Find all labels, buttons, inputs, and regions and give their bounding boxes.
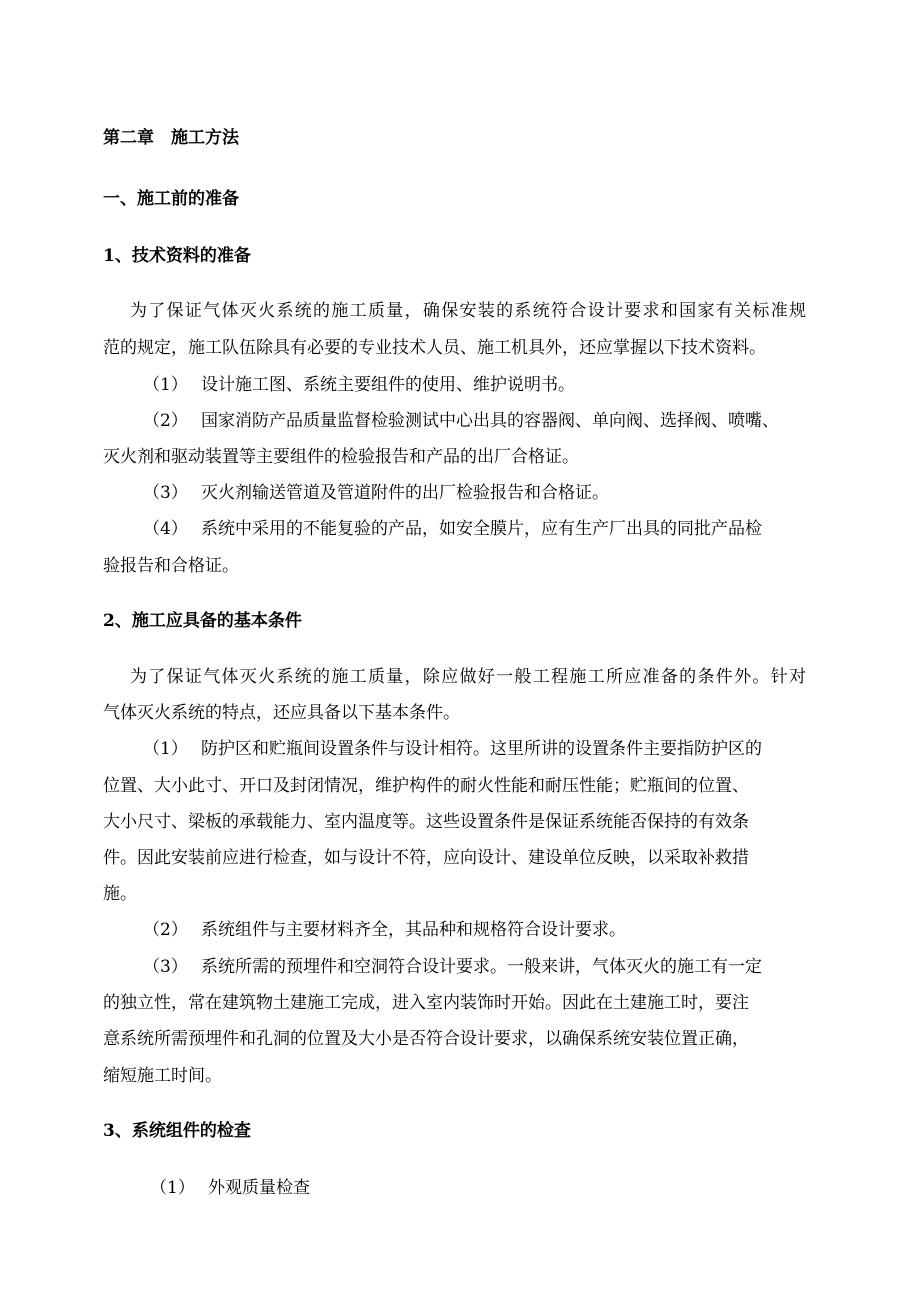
list-item: [143, 375, 575, 395]
list-item-continuation: 验报告和合格证。: [103, 556, 239, 576]
list-item: [143, 920, 626, 940]
list-item-text: 国家消防产品质量监督检验测试中心出具的容器阀、单向阀、选择阀、喷嘴、: [201, 411, 779, 431]
chapter-title: 第二章 施工方法: [103, 128, 239, 148]
list-item-text: 设计施工图、系统主要组件的使用、维护说明书。: [201, 375, 575, 395]
list-item-number: （2）: [143, 411, 188, 431]
paragraph-line: 气体灭火系统的特点，还应具备以下基本条件。: [103, 703, 460, 723]
list-item-number: （3）: [143, 483, 188, 503]
list-item-continuation: 灭火剂和驱动装置等主要组件的检验报告和产品的出厂合格证。: [103, 447, 579, 467]
list-item: [143, 483, 609, 503]
list-item-text: 外观质量检查: [208, 1178, 310, 1198]
paragraph-line: 为了保证气体灭火系统的施工质量，除应做好一般工程施工所应准备的条件外。针对: [130, 667, 806, 687]
list-item-text: 防护区和贮瓶间设置条件与设计相符。这里所讲的设置条件主要指防护区的: [201, 739, 762, 759]
list-item-number: （3）: [143, 957, 188, 977]
paragraph-line: 为了保证气体灭火系统的施工质量，确保安装的系统符合设计要求和国家有关标准规: [130, 301, 806, 321]
list-item-continuation: 的独立性，常在建筑物土建施工完成，进入室内装饰时开始。因此在土建施工时，要注: [103, 993, 749, 1013]
list-item-number: （2）: [143, 920, 188, 940]
list-item-continuation: 位置、大小此寸、开口及封闭情况，维护构件的耐火性能和耐压性能；贮瓶间的位置、: [103, 776, 749, 796]
list-item: [150, 1178, 310, 1198]
section-title: 一、施工前的准备: [103, 189, 239, 209]
list-item-continuation: 件。因此安装前应进行检查，如与设计不符，应向设计、建设单位反映，以采取补救措: [103, 848, 749, 868]
list-item: [143, 519, 762, 539]
list-item-continuation: 意系统所需预埋件和孔洞的位置及大小是否符合设计要求，以确保系统安装位置正确，: [103, 1029, 749, 1049]
list-item-text: 系统组件与主要材料齐全，其品种和规格符合设计要求。: [201, 920, 626, 940]
subsection-title-3: 3、系统组件的检查: [103, 1121, 251, 1141]
list-item-number: （1）: [143, 739, 188, 759]
list-item-text: 系统中采用的不能复验的产品，如安全膜片，应有生产厂出具的同批产品检: [201, 519, 762, 539]
list-item-continuation: 缩短施工时间。: [103, 1066, 222, 1086]
list-item: [143, 739, 762, 759]
subsection-title-1: 1、技术资料的准备: [103, 246, 251, 266]
list-item-continuation: 大小尺寸、梁板的承载能力、室内温度等。这些设置条件是保证系统能否保持的有效条: [103, 812, 749, 832]
paragraph-line: 范的规定，施工队伍除具有必要的专业技术人员、施工机具外，还应掌握以下技术资料。: [103, 338, 766, 358]
list-item: [143, 957, 762, 977]
list-item-number: （1）: [143, 375, 188, 395]
list-item-number: （1）: [150, 1178, 195, 1198]
list-item-continuation: 施。: [103, 884, 137, 904]
list-item-number: （4）: [143, 519, 188, 539]
list-item: [143, 411, 779, 431]
list-item-text: 系统所需的预埋件和空洞符合设计要求。一般来讲，气体灭火的施工有一定: [201, 957, 762, 977]
subsection-title-2: 2、施工应具备的基本条件: [103, 611, 302, 631]
list-item-text: 灭火剂输送管道及管道附件的出厂检验报告和合格证。: [201, 483, 609, 503]
